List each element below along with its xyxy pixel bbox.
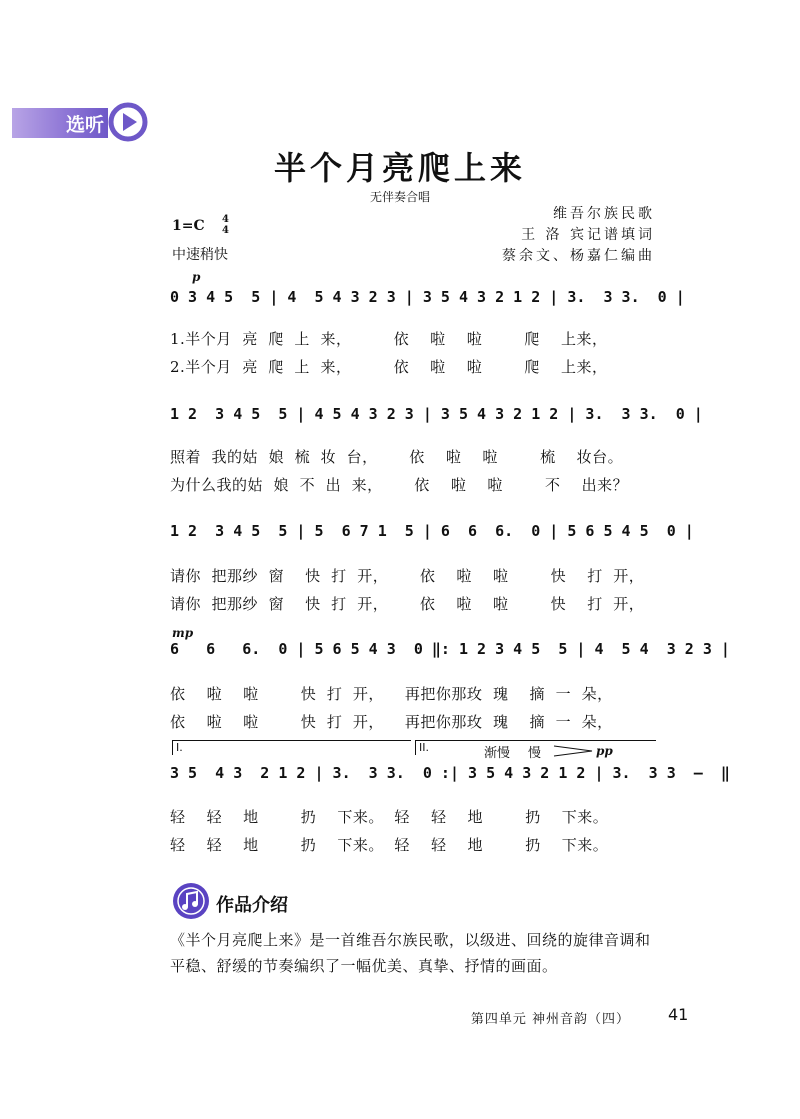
lyric-line-2a: 照着 我的姑 娘 梳 妆 台， 依 啦 啦 梳 妆台。 — [170, 448, 624, 466]
tempo-marking: 中速稍快 — [172, 247, 228, 263]
notation-line-1: 0 3 4 5 5 | 4 5 4 3 2 3 | 3 5 4 3 2 1 2 | 3. 3 3. 0 | — [170, 288, 685, 306]
lyric-line-1b: 2.半个月 亮 爬 上 来， 依 啦 啦 爬 上来， — [170, 358, 608, 376]
music-note-icon — [172, 882, 210, 920]
unit-footer: 第四单元 神州音韵（四） — [470, 1012, 630, 1027]
tempo-slow-mark: 慢 — [528, 746, 542, 761]
lyric-line-5b: 轻 轻 地 扔 下来。 轻 轻 地 扔 下来。 — [170, 836, 609, 854]
lyric-line-1a: 1.半个月 亮 爬 上 来， 依 啦 啦 爬 上来， — [170, 330, 608, 348]
dynamic-mark: pp — [596, 744, 613, 758]
intro-text: 《半个月亮爬上来》是一首维吾尔族民歌，以级进、回绕的旋律音调和平稳、舒缓的节奏编织了一幅优美、真挚、抒情的画面。 — [170, 931, 651, 975]
notation-line-4: 6 6 6. 0 | 5 6 5 4 3 0 ‖: 1 2 3 4 5 5 | 4 5 4 3 2 3 | — [170, 640, 730, 658]
lyric-line-3b: 请你 把那纱 窗 快 打 开， 依 啦 啦 快 打 开， — [170, 595, 645, 613]
lyric-line-2b: 为什么我的姑 娘 不 出 来， 依 啦 啦 不 出来？ — [170, 476, 629, 494]
lyric-line-4a: 依 啦 啦 快 打 开， 再把你那玫 瑰 摘 一 朵， — [170, 685, 613, 703]
credit-lyricist: 王 洛 宾记谱填词 — [521, 227, 655, 243]
dynamic-mark: p — [192, 270, 201, 284]
notation-line-2: 1 2 3 4 5 5 | 4 5 4 3 2 3 | 3 5 4 3 2 1 2 | 3. 3 3. 0 | — [170, 405, 703, 423]
dynamic-mark: mp — [172, 626, 194, 640]
volta-label-1: I. — [176, 741, 183, 754]
volta-label-2: II. — [419, 741, 429, 754]
tempo-change-mark: 渐慢 — [484, 746, 511, 761]
notation-line-5: 3 5 4 3 2 1 2 | 3. 3 3. 0 :| 3 5 4 3 2 1 2 | 3. 3 3 – ‖ — [170, 764, 730, 782]
notation-line-3: 1 2 3 4 5 5 | 5 6 7 1 5 | 6 6 6. 0 | 5 6 5 4 5 0 | — [170, 522, 694, 540]
decrescendo-hairpin — [552, 744, 594, 758]
lyric-line-3a: 请你 把那纱 窗 快 打 开， 依 啦 啦 快 打 开， — [170, 567, 645, 585]
play-icon[interactable] — [108, 102, 148, 142]
song-title: 半个月亮爬上来 — [273, 149, 526, 187]
lyric-line-5a: 轻 轻 地 扔 下来。 轻 轻 地 扔 下来。 — [170, 808, 609, 826]
volta-bracket-1 — [172, 740, 411, 755]
lyric-line-4b: 依 啦 啦 快 打 开， 再把你那玫 瑰 摘 一 朵， — [170, 713, 613, 731]
credit-arranger: 蔡余文、杨嘉仁编曲 — [502, 248, 655, 264]
time-signature: 4 4 — [222, 214, 229, 236]
page-number: 41 — [668, 1005, 689, 1024]
section-tag-label: 选听 — [66, 114, 105, 136]
key-signature: 1=C — [172, 218, 205, 234]
credit-origin: 维吾尔族民歌 — [553, 206, 655, 222]
intro-heading: 作品介绍 — [216, 895, 288, 916]
song-subtitle: 无伴奏合唱 — [369, 190, 430, 204]
